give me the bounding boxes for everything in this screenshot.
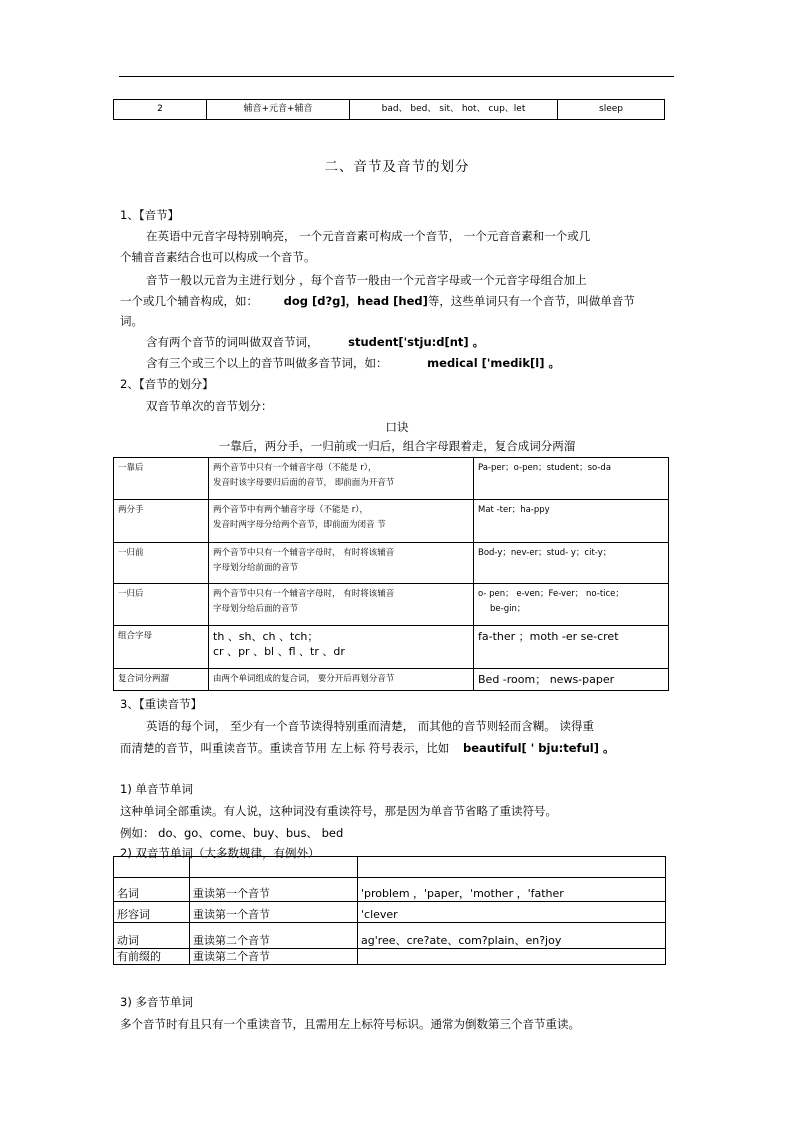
example-cell: 'problem ，'paper，'mother ，'father: [358, 878, 666, 902]
table-row: [114, 878, 666, 902]
s1-para4-text: 含有三个或三个以上的音节叫做多音节词，如：: [146, 356, 388, 370]
row-example-line2: be-gin；: [490, 604, 526, 614]
table-row: [114, 902, 666, 923]
s1-para2c: 词。: [120, 314, 143, 328]
row-name: 两分手: [114, 500, 209, 543]
row-desc-line1: 两个音节中只有一个辅音字母时， 有时将该辅音: [213, 589, 395, 599]
s1-para2b-example: dog [d?g]，head [hed]: [283, 294, 428, 308]
row-example: [474, 543, 669, 584]
sub1-para2: 例如： do、go、come、buy、bus、 bed: [120, 826, 344, 840]
top-table: [113, 99, 665, 120]
row-example-line1: Bed -room； news-paper: [478, 673, 615, 686]
s1-para2a: 音节一般以元音为主进行划分 ，每个音节一般由一个元音字母或一个元音字母组合加上: [146, 273, 587, 287]
row-example: [474, 458, 669, 500]
kj-title: 口诀: [385, 420, 409, 434]
section-title: 二、音节及音节的划分: [324, 159, 470, 175]
rule-cell: 重读第二个音节: [190, 923, 358, 949]
table-row: [114, 949, 666, 965]
example-cell: 'clever: [358, 902, 666, 923]
s1-para4: [146, 355, 560, 372]
row-example: [474, 626, 669, 669]
s3-para1b-example: beautiful[ ' bju:teful] 。: [462, 741, 615, 755]
pos-cell: 形容词: [114, 902, 190, 923]
sub2-heading: 2) 双音节单词（大多数规律，有例外）: [120, 846, 320, 860]
row-name: 一靠后: [114, 458, 209, 500]
sub3-para1: 多个音节时有且只有一个重读音节，且需用左上标符号标识。通常为倒数第三个音节重读。: [120, 1017, 580, 1031]
s1-para2b: [120, 293, 635, 310]
s1-para1a: 在英语中元音字母特别响亮， 一个元音音素可构成一个音节， 一个元音音素和一个或几: [146, 229, 591, 243]
row-desc-line2: cr 、pr 、bl 、fl 、tr 、dr: [213, 645, 345, 658]
row-example-line1: Pa-per；o-pen；student；so-da: [478, 463, 612, 473]
table-row: [114, 626, 669, 669]
s3-para1a: 英语的每个词， 至少有一个音节读得特别重而清楚， 而其他的音节则轻而含糊。 读得重: [146, 719, 594, 733]
row-desc: [209, 669, 474, 691]
sub1-heading: 1) 单音节单词: [120, 782, 193, 796]
sub3-heading: 3) 多音节单词: [120, 995, 193, 1009]
row-desc-line2: 发音时该字母要归后面的音节， 即前面为开音节: [213, 478, 395, 488]
row-example-line1: Bod-y；nev-er；stud- y；cit-y；: [478, 548, 612, 558]
s2-intro: 双音节单次的音节划分：: [146, 399, 273, 413]
table-cell: 2: [114, 100, 207, 120]
table-cell: [190, 857, 358, 878]
pos-cell: 名词: [114, 878, 190, 902]
row-desc-line1: th 、sh、ch 、tch；: [213, 630, 319, 643]
header-rule: [119, 76, 674, 77]
row-desc-line1: 两个音节中只有一个辅音字母时， 有时将该辅音: [213, 548, 395, 558]
s3-para1b: [120, 740, 614, 757]
row-desc: [209, 543, 474, 584]
table-row: [114, 923, 666, 949]
row-desc: [209, 500, 474, 543]
s1-para3-text: 含有两个音节的词叫做双音节词，: [146, 335, 319, 349]
table-cell: [358, 857, 666, 878]
row-desc-line1: 两个音节中只有一个辅音字母（不能是 r），: [213, 463, 377, 473]
row-example: [474, 669, 669, 691]
pos-cell: 有前缀的: [114, 949, 190, 965]
table-row: [114, 543, 669, 584]
example-cell: [358, 949, 666, 965]
table-row: [114, 857, 666, 878]
row-example: [474, 500, 669, 543]
row-name: 复合词分两溜: [114, 669, 209, 691]
rule-cell: 重读第二个音节: [190, 949, 358, 965]
stress-table: [113, 856, 666, 965]
s1-para2b-tail: 等，这些单词只有一个音节，叫做单音节: [427, 294, 635, 308]
kj-text: 一靠后，两分手，一归前或一归后，组合字母跟着走，复合成词分两溜: [218, 439, 576, 453]
pos-cell: 动词: [114, 923, 190, 949]
s1-para2b-text: 一个或几个辅音构成，如：: [120, 294, 258, 308]
rule-cell: 重读第一个音节: [190, 902, 358, 923]
row-example-line1: fa-ther ；moth -er se-cret: [478, 630, 619, 643]
row-desc-line1: 两个音节中有两个辅音字母（不能是 r），: [213, 505, 368, 515]
s1-para3: [146, 334, 484, 351]
row-desc-line2: 发音时两字母分给两个音节，即前面为闭音 节: [213, 520, 386, 530]
row-name: 组合字母: [114, 626, 209, 669]
row-name: 一归后: [114, 584, 209, 626]
s1-para1b: 个辅音音素结合也可以构成一个音节。: [120, 250, 316, 264]
row-example: [474, 584, 669, 626]
table-row: [114, 500, 669, 543]
table-row: [114, 100, 665, 120]
table-row: [114, 584, 669, 626]
row-example-line1: o- pen； e-ven；Fe-ver； no-tice；: [478, 589, 624, 599]
row-name: 一归前: [114, 543, 209, 584]
row-desc-line2: 字母划分给前面的音节: [213, 563, 299, 573]
table-row: [114, 669, 669, 691]
row-desc-line2: 字母划分给后面的音节: [213, 604, 299, 614]
table-cell: sleep: [558, 100, 665, 120]
table-cell: bad、 bed、 sit、 hot、 cup、let: [350, 100, 558, 120]
s3-heading: 3、【重读音节】: [120, 697, 203, 711]
s3-para1b-text: 而清楚的音节，叫重读音节。重读音节用 左上标 符号表示，比如: [120, 741, 450, 755]
example-cell: ag'ree、cre?ate、com?plain、en?joy: [358, 923, 666, 949]
row-example-line1: Mat -ter；ha-ppy: [478, 505, 550, 515]
row-desc: [209, 458, 474, 500]
rule-cell: 重读第一个音节: [190, 878, 358, 902]
row-desc: [209, 584, 474, 626]
sub1-para1: 这种单词全部重读。有人说，这种词没有重读符号，那是因为单音节省略了重读符号。: [120, 804, 557, 818]
division-table: [113, 457, 669, 691]
table-row: [114, 458, 669, 500]
row-desc: [209, 626, 474, 669]
table-cell: 辅音+元音+辅音: [207, 100, 350, 120]
table-cell: [114, 857, 190, 878]
s1-para3-example: student['stju:d[nt] 。: [348, 335, 485, 349]
s1-heading: 1、【音节】: [120, 208, 180, 222]
row-desc-line1: 由两个单词组成的复合词， 要分开后再划分音节: [213, 674, 395, 684]
s2-heading: 2、【音节的划分】: [120, 377, 214, 391]
s1-para4-example: medical ['medik[l] 。: [427, 356, 560, 370]
